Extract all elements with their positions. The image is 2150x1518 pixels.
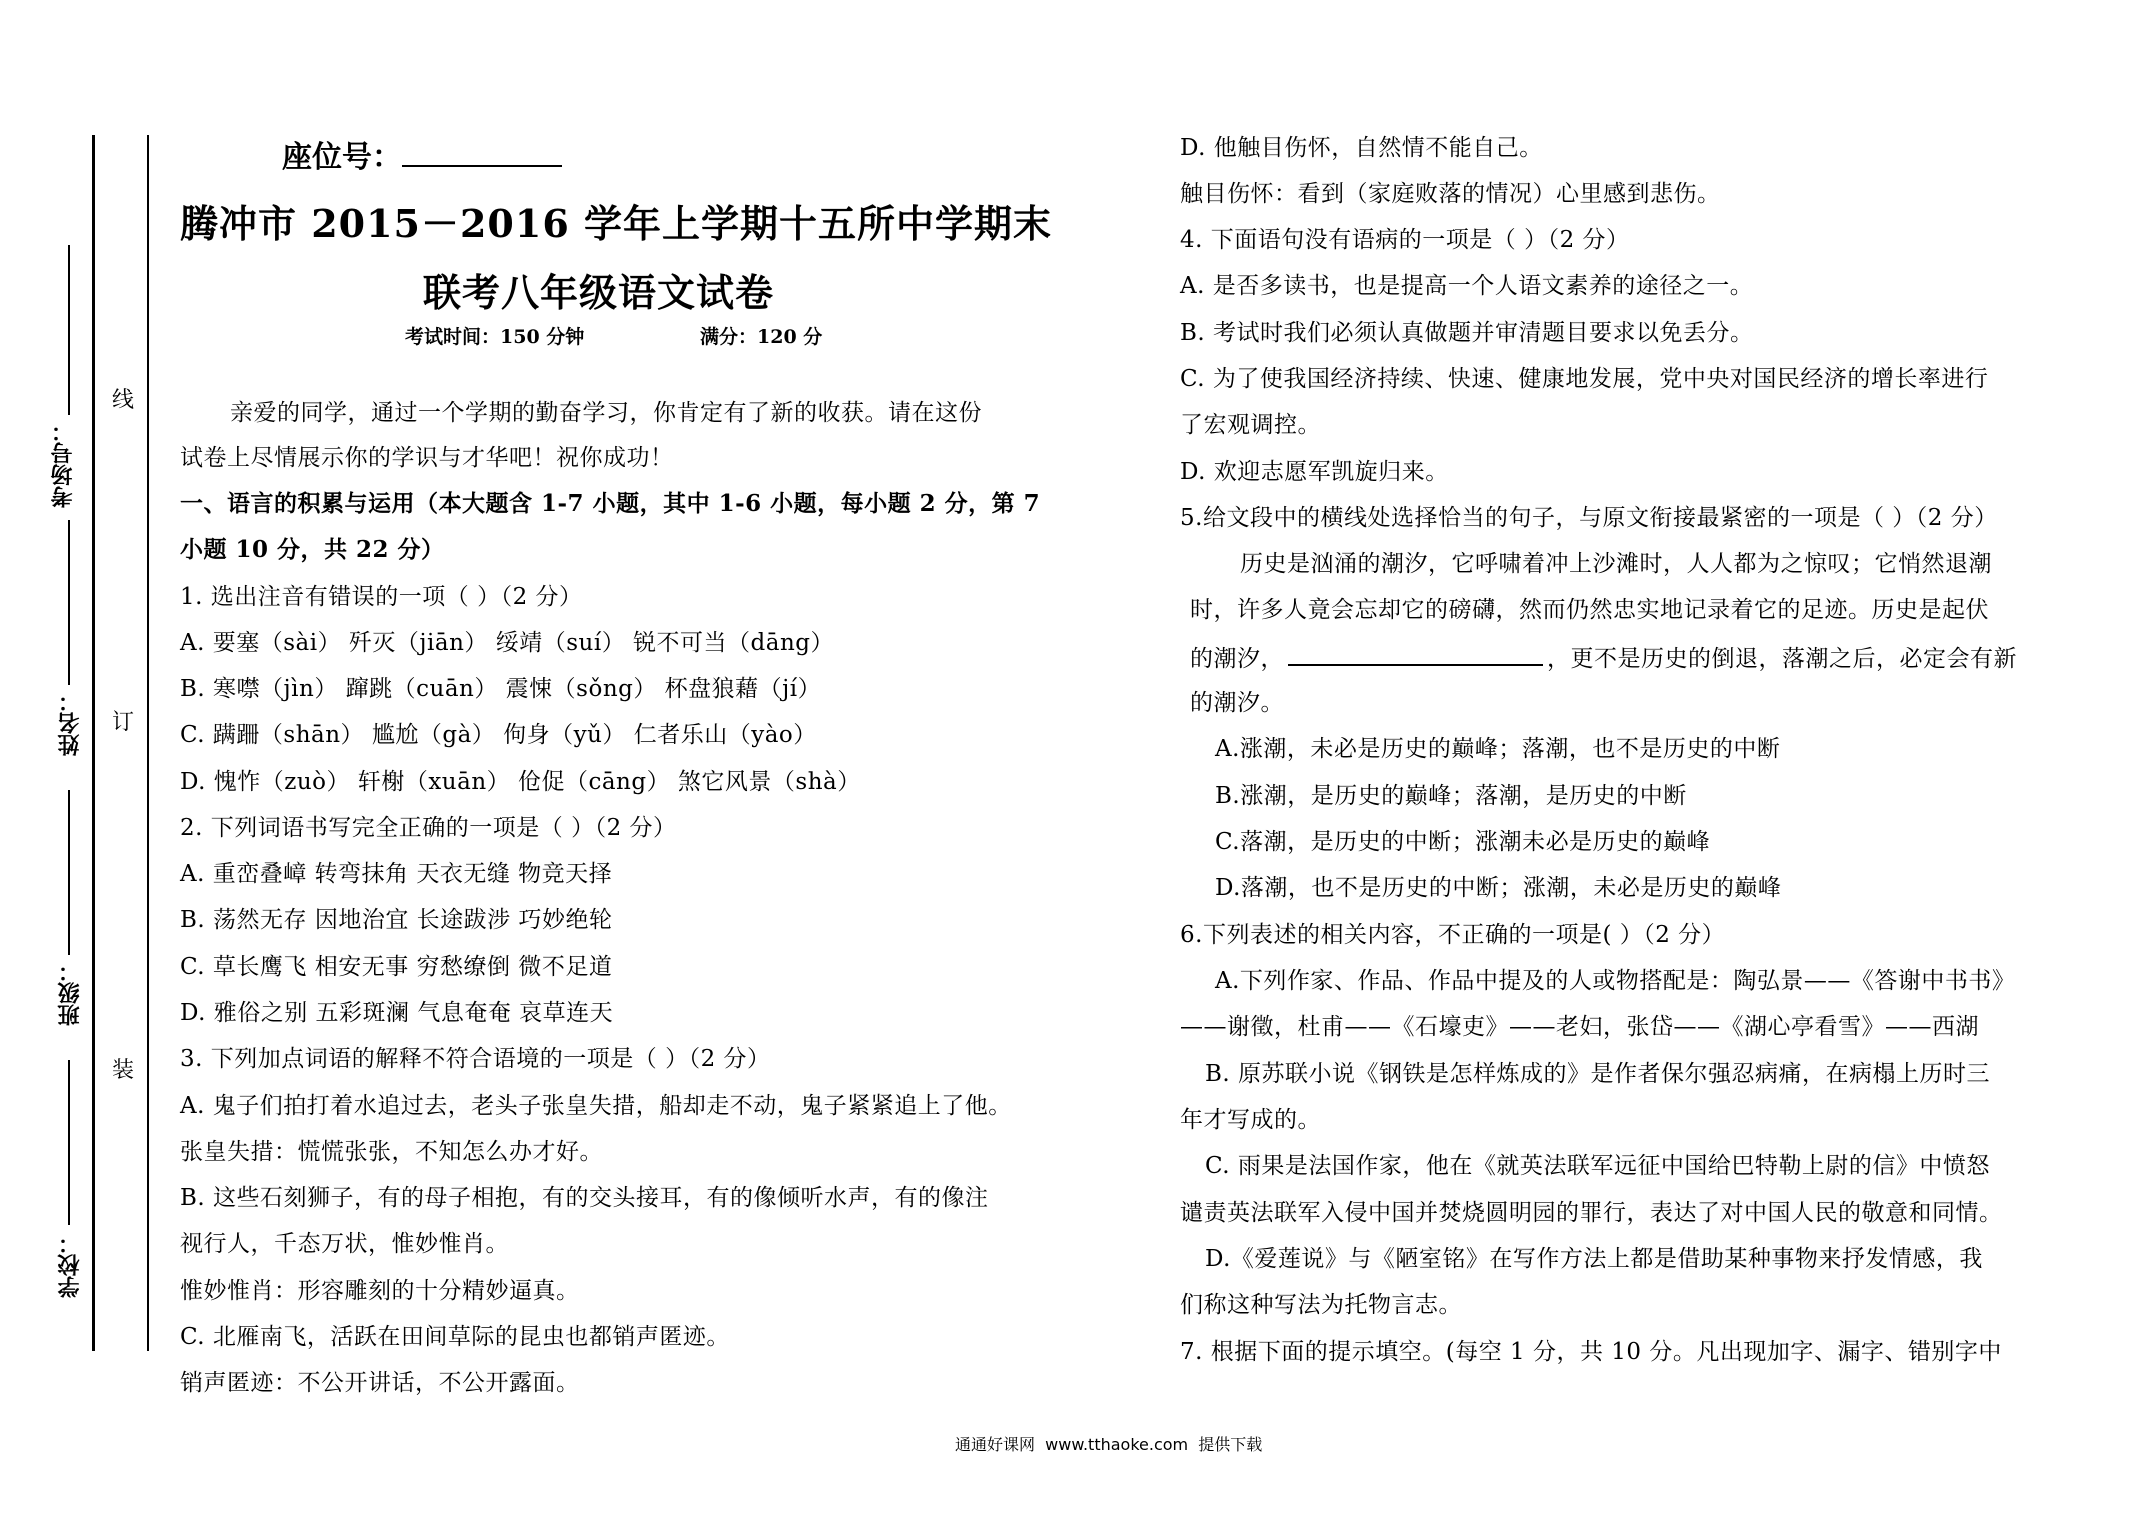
q5-option-d: D.落潮，也不是历史的中断；涨潮，未必是历史的巅峰 <box>1215 875 1782 901</box>
seat-number <box>282 132 562 176</box>
q4-stem: 4. 下面语句没有语病的一项是（ ）（2 分） <box>1180 227 1630 253</box>
q2-stem: 2. 下列词语书写完全正确的一项是（ ）（2 分） <box>180 815 677 841</box>
q6-option-b: B. 原苏联小说《钢铁是怎样炼成的》是作者保尔强忍病痛，在病榻上历时三 <box>1205 1061 1991 1087</box>
school-blank <box>68 1060 70 1225</box>
page-subtitle: 联考八年级语文试卷 <box>423 270 775 315</box>
q1-stem: 1. 选出注音有错误的一项（ ）（2 分） <box>180 584 583 610</box>
exam-room-label: 考场号： <box>50 420 76 508</box>
q6-option-a: A.下列作家、作品、作品中提及的人或物搭配是：陶弘景——《答谢中书书》 <box>1215 968 2016 994</box>
q3-option-b-cont: 视行人，千态万状，惟妙惟肖。 <box>180 1231 509 1257</box>
binding-mark-ding: 订 <box>112 702 134 739</box>
q3-option-a-explain: 张皇失措：慌慌张张，不知怎么办才好。 <box>180 1139 603 1165</box>
q5-passage-4: 的潮汐。 <box>1190 690 1284 716</box>
q6-option-d: D.《爱莲说》与《陋室铭》在写作方法上都是借助某种事物来抒发情感，我 <box>1205 1246 1983 1272</box>
q4-option-a: A. 是否多读书，也是提高一个人语文素养的途径之一。 <box>1180 273 1754 299</box>
binding-mark-xian: 线 <box>112 380 134 417</box>
q6-option-c: C. 雨果是法国作家，他在《就英法联军远征中国给巴特勒上尉的信》中愤怒 <box>1205 1153 1990 1179</box>
binding-line-inner <box>147 135 149 1351</box>
q6-option-c-cont: 谴责英法联军入侵中国并焚烧圆明园的罪行，表达了对中国人民的敬意和同情。 <box>1180 1200 2003 1226</box>
q6-option-d-cont: 们称这种写法为托物言志。 <box>1180 1292 1462 1318</box>
q4-option-d: D. 欢迎志愿军凯旋归来。 <box>1180 459 1449 485</box>
section-1-heading: 一、语言的积累与运用（本大题含 1-7 小题，其中 1-6 小题，每小题 2 分，第 7 <box>180 490 1041 517</box>
seat-input[interactable] <box>402 137 562 167</box>
q4-option-c-cont: 了宏观调控。 <box>1180 412 1321 438</box>
q3-stem: 3. 下列加点词语的解释不符合语境的一项是（ ）（2 分） <box>180 1046 771 1072</box>
q4-option-b: B. 考试时我们必须认真做题并审清题目要求以免丢分。 <box>1180 320 1754 346</box>
q3-option-a: A. 鬼子们拍打着水追过去，老头子张皇失措，船却走不动，鬼子紧紧追上了他。 <box>180 1093 1012 1119</box>
q5-answer-blank[interactable] <box>1288 642 1543 666</box>
section-1-heading-cont: 小题 10 分，共 22 分） <box>180 536 445 563</box>
q4-option-c: C. 为了使我国经济持续、快速、健康地发展，党中央对国民经济的增长率进行 <box>1180 366 1989 392</box>
q1-option-c: C. 蹒跚（shān） 尴尬（gà） 佝身（yǔ） 仁者乐山（yào） <box>180 722 817 748</box>
q3-option-d: D. 他触目伤怀，自然情不能自己。 <box>1180 135 1543 161</box>
q1-option-d: D. 愧怍（zuò） 轩榭（xuān） 伧促（cāng） 煞它风景（shà） <box>180 769 861 795</box>
q1-option-b: B. 寒噤（jìn） 蹿跳（cuān） 震悚（sǒng） 杯盘狼藉（jí） <box>180 676 822 702</box>
q2-option-d: D. 雅俗之别 五彩斑澜 气息奄奄 哀草连天 <box>180 1000 614 1026</box>
q6-option-b-cont: 年才写成的。 <box>1180 1107 1321 1133</box>
q2-option-a: A. 重峦叠嶂 转弯抹角 天衣无缝 物竞天择 <box>180 861 613 887</box>
q5-option-a: A.涨潮，未必是历史的巅峰；落潮，也不是历史的中断 <box>1215 736 1781 762</box>
seat-label: 座位号： <box>282 140 402 175</box>
class-blank <box>68 790 70 955</box>
q5-passage-2: 时，许多人竟会忘却它的磅礴，然而仍然忠实地记录着它的足迹。历史是起伏 <box>1190 597 1989 623</box>
name-blank <box>68 520 70 685</box>
q5-passage-3a: 的潮汐， <box>1190 646 1284 672</box>
q5-option-b: B.涨潮，是历史的巅峰；落潮，是历史的中断 <box>1215 783 1687 809</box>
q3-option-c: C. 北雁南飞，活跃在田间草际的昆虫也都销声匿迹。 <box>180 1324 730 1350</box>
q7-stem: 7. 根据下面的提示填空。(每空 1 分，共 10 分。凡出现加字、漏字、错别字中 <box>1180 1339 2002 1365</box>
q5-passage-1: 历史是汹涌的潮汐，它呼啸着冲上沙滩时，人人都为之惊叹；它悄然退潮 <box>1240 551 1992 577</box>
q5-passage-3b: ，更不是历史的倒退，落潮之后，必定会有新 <box>1547 646 2017 672</box>
intro-line-2: 试卷上尽情展示你的学识与才华吧！祝你成功！ <box>180 445 674 471</box>
q3-option-c-explain: 销声匿迹：不公开讲话，不公开露面。 <box>180 1370 580 1396</box>
q3-option-b-explain: 惟妙惟肖：形容雕刻的十分精妙逼真。 <box>180 1278 580 1304</box>
q5-option-c: C.落潮，是历史的中断；涨潮未必是历史的巅峰 <box>1215 829 1711 855</box>
exam-time: 考试时间：150 分钟 <box>405 326 585 348</box>
class-label: 班级： <box>57 960 83 1026</box>
q5-stem: 5.给文段中的横线处选择恰当的句子，与原文衔接最紧密的一项是（ ）（2 分） <box>1180 505 1998 531</box>
intro-line-1: 亲爱的同学，通过一个学期的勤奋学习，你肯定有了新的收获。请在这份 <box>230 400 982 426</box>
q6-stem: 6.下列表述的相关内容，不正确的一项是( ）（2 分） <box>1180 922 1726 948</box>
q2-option-c: C. 草长鹰飞 相安无事 穷愁缭倒 微不足道 <box>180 954 613 980</box>
page-title: 腾冲市 2015－2016 学年上学期十五所中学期末 <box>180 201 1052 246</box>
q5-passage-3 <box>1190 642 2017 674</box>
q1-option-a: A. 要塞（sài） 歼灭（jiān） 绥靖（suí） 锐不可当（dāng） <box>180 630 834 656</box>
q6-option-a-cont: ——谢徵，杜甫——《石壕吏》——老妇，张岱——《湖心亭看雪》——西湖 <box>1180 1014 1979 1040</box>
exam-room-blank <box>68 245 70 415</box>
binding-mark-zhuang: 装 <box>112 1050 134 1087</box>
binding-line-outer <box>92 135 95 1351</box>
q3-option-b: B. 这些石刻狮子，有的母子相抱，有的交头接耳，有的像倾听水声，有的像注 <box>180 1185 989 1211</box>
q2-option-b: B. 荡然无存 因地治宜 长途跋涉 巧妙绝轮 <box>180 907 613 933</box>
name-label: 姓名： <box>57 690 83 756</box>
q3-option-d-explain: 触目伤怀：看到（家庭败落的情况）心里感到悲伤。 <box>1180 181 1721 207</box>
school-label: 学校： <box>57 1232 83 1298</box>
page-footer: 通通好课网 www.tthaoke.com 提供下载 <box>955 1435 1263 1454</box>
full-score: 满分：120 分 <box>700 326 823 348</box>
